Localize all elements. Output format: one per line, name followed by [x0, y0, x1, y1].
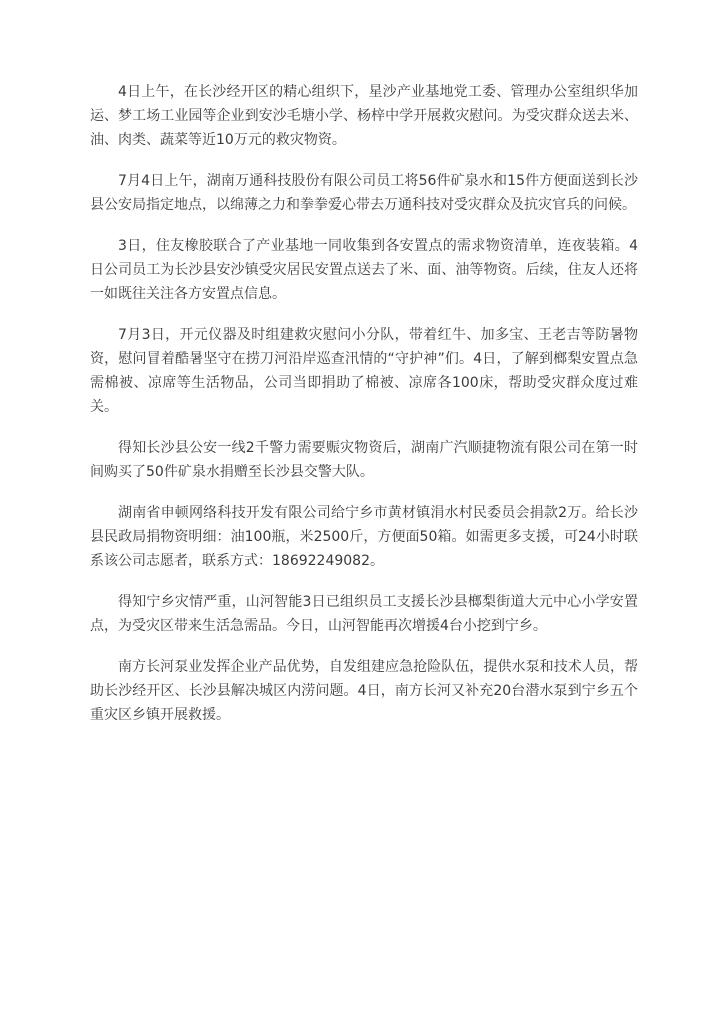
paragraph-6: 湖南省申顿网络科技开发有限公司给宁乡市黄材镇涓水村民委员会捐款2万。给长沙县民政局捐物资明细：油100瓶，米2500斤，方便面50箱。如需更多支援，可24小时联系该公司志愿者，联系方式：18692249082。	[90, 505, 638, 569]
paragraph-1: 4日上午，在长沙经开区的精心组织下，星沙产业基地党工委、管理办公室组织华加运、梦工场工业园等企业到安沙毛塘小学、杨梓中学开展救灾慰问。为受灾群众送去米、油、肉类、蔬菜等近10万元的救灾物资。	[90, 84, 638, 148]
paragraph-8: 南方长河泵业发挥企业产品优势，自发组建应急抢险队伍，提供水泵和技术人员，帮助长沙经开区、长沙县解决城区内涝问题。4日，南方长河又补充20台潜水泵到宁乡五个重灾区乡镇开展救援。	[90, 659, 638, 723]
paragraph-5: 得知长沙县公安一线2千警力需要赈灾物资后，湖南广汽顺捷物流有限公司在第一时间购买了50件矿泉水捐赠至长沙县交警大队。	[90, 440, 638, 480]
paragraph-2: 7月4日上午，湖南万通科技股份有限公司员工将56件矿泉水和15件方便面送到长沙县公安局指定地点，以绵薄之力和拳拳爱心带去万通科技对受灾群众及抗灾官兵的问候。	[90, 173, 638, 213]
article-body	[90, 80, 638, 744]
paragraph-4: 7月3日，开元仪器及时组建救灾慰问小分队，带着红牛、加多宝、王老吉等防暑物资，慰问冒着酷暑坚守在捞刀河沿岸巡查汛情的“守护神”们。4日，了解到榔梨安置点急需棉被、凉席等生活物品，公司当即捐助了棉被、凉席各100床，帮助受灾群众度过难关。	[90, 327, 638, 415]
paragraph-3: 3日，住友橡胶联合了产业基地一同收集到各安置点的需求物资清单，连夜装箱。4日公司员工为长沙县安沙镇受灾居民安置点送去了米、面、油等物资。后续，住友人还将一如既往关注各方安置点信息。	[90, 238, 638, 302]
paragraph-7: 得知宁乡灾情严重，山河智能3日已组织员工支援长沙县榔梨街道大元中心小学安置点，为受灾区带来生活急需品。今日，山河智能再次增援4台小挖到宁乡。	[90, 594, 638, 634]
